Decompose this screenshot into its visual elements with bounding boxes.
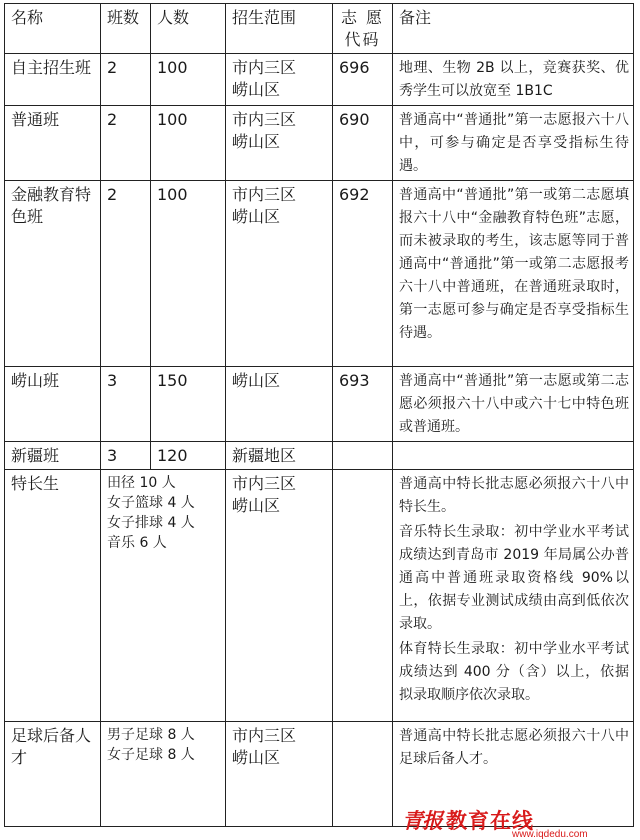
row-code: 696 xyxy=(333,54,393,106)
row-scope xyxy=(226,54,333,106)
row-notes xyxy=(393,106,634,181)
scope-line: 崂山区 xyxy=(232,371,281,390)
specialty-line: 田径 10 人 xyxy=(107,475,176,491)
scope-line: 市内三区 xyxy=(232,185,297,204)
row-notes xyxy=(393,442,634,470)
specialty-line: 男子足球 8 人 xyxy=(107,727,195,743)
watermark-logo: 青报 xyxy=(402,808,442,833)
row-classes: 3 xyxy=(101,442,151,470)
row-code xyxy=(333,470,393,722)
row-specialties xyxy=(101,722,226,827)
scope-line: 市内三区 xyxy=(232,58,297,77)
note-text: 普通高中特长批志愿必须报六十八中特长生。 xyxy=(399,476,629,515)
row-people: 150 xyxy=(151,367,226,442)
row-name: 特长生 xyxy=(5,470,101,722)
row-scope xyxy=(226,181,333,367)
table-row xyxy=(5,181,634,367)
row-notes xyxy=(393,470,634,722)
note-text: 普通高中“普通批”第一志愿或第二志愿必须报六十八中或六十七中特色班或普通班。 xyxy=(399,373,629,435)
row-name: 崂山班 xyxy=(5,367,101,442)
row-scope xyxy=(226,442,333,470)
header-name: 名称 xyxy=(5,4,101,54)
note-text: 音乐特长生录取：初中学业水平考试成绩达到青岛市 2019 年局属公办普通高中普通班录取资格线 90%以上，依据专业测试成绩由高到低依次录取。 xyxy=(399,524,629,632)
scope-line: 崂山区 xyxy=(232,496,281,515)
table-row xyxy=(5,106,634,181)
row-specialties xyxy=(101,470,226,722)
header-people: 人数 xyxy=(151,4,226,54)
row-notes xyxy=(393,181,634,367)
row-classes: 2 xyxy=(101,106,151,181)
header-scope: 招生范围 xyxy=(226,4,333,54)
row-classes: 2 xyxy=(101,54,151,106)
specialty-line: 音乐 6 人 xyxy=(107,535,167,551)
scope-line: 市内三区 xyxy=(232,474,297,493)
row-code: 690 xyxy=(333,106,393,181)
scope-line: 崂山区 xyxy=(232,207,281,226)
header-classes: 班数 xyxy=(101,4,151,54)
specialty-line: 女子足球 8 人 xyxy=(107,747,195,763)
note-text: 体育特长生录取：初中学业水平考试成绩达到 400 分（含）以上，依据拟录取顺序依次录取。 xyxy=(399,641,629,703)
row-people: 100 xyxy=(151,54,226,106)
row-scope xyxy=(226,722,333,827)
admission-table xyxy=(4,3,634,827)
row-scope xyxy=(226,367,333,442)
row-scope xyxy=(226,106,333,181)
row-people: 120 xyxy=(151,442,226,470)
table-row xyxy=(5,54,634,106)
header-notes: 备注 xyxy=(393,4,634,54)
header-code: 志 愿 代码 xyxy=(333,4,393,54)
row-name: 足球后备人才 xyxy=(5,722,101,827)
watermark-brand: 教育在线 xyxy=(446,809,534,833)
row-people: 100 xyxy=(151,181,226,367)
row-classes: 3 xyxy=(101,367,151,442)
row-notes xyxy=(393,54,634,106)
watermark-url: www.iqdedu.com xyxy=(512,829,588,840)
row-name: 金融教育特色班 xyxy=(5,181,101,367)
row-name: 自主招生班 xyxy=(5,54,101,106)
row-notes xyxy=(393,367,634,442)
scope-line: 崂山区 xyxy=(232,748,281,767)
row-classes: 2 xyxy=(101,181,151,367)
row-code: 693 xyxy=(333,367,393,442)
table-row xyxy=(5,470,634,722)
watermark xyxy=(402,806,630,840)
scope-line: 崂山区 xyxy=(232,132,281,151)
row-name: 普通班 xyxy=(5,106,101,181)
note-text: 地理、生物 2B 以上，竞赛获奖、优秀学生可以放宽至 1B1C xyxy=(399,60,629,99)
scope-line: 崂山区 xyxy=(232,80,281,99)
table-row xyxy=(5,442,634,470)
specialty-line: 女子篮球 4 人 xyxy=(107,495,195,511)
specialty-line: 女子排球 4 人 xyxy=(107,515,195,531)
note-text: 普通高中特长批志愿必须报六十八中足球后备人才。 xyxy=(399,728,629,767)
note-text: 普通高中“普通批”第一或第二志愿填报六十八中“金融教育特色班”志愿，而未被录取的考生，该志愿等同于普通高中“普通批”第一或第二志愿报考六十八中普通班，在普通班录取时，第一志愿可参与确定是否享受指标生待遇。 xyxy=(399,187,629,341)
row-code xyxy=(333,442,393,470)
row-code: 692 xyxy=(333,181,393,367)
table-row xyxy=(5,367,634,442)
scope-line: 新疆地区 xyxy=(232,446,297,465)
scope-line: 市内三区 xyxy=(232,726,297,745)
scope-line: 市内三区 xyxy=(232,110,297,129)
row-code xyxy=(333,722,393,827)
header-row xyxy=(5,4,634,54)
row-people: 100 xyxy=(151,106,226,181)
row-name: 新疆班 xyxy=(5,442,101,470)
note-text: 普通高中“普通批”第一志愿报六十八中，可参与确定是否享受指标生待遇。 xyxy=(399,112,629,174)
row-scope xyxy=(226,470,333,722)
